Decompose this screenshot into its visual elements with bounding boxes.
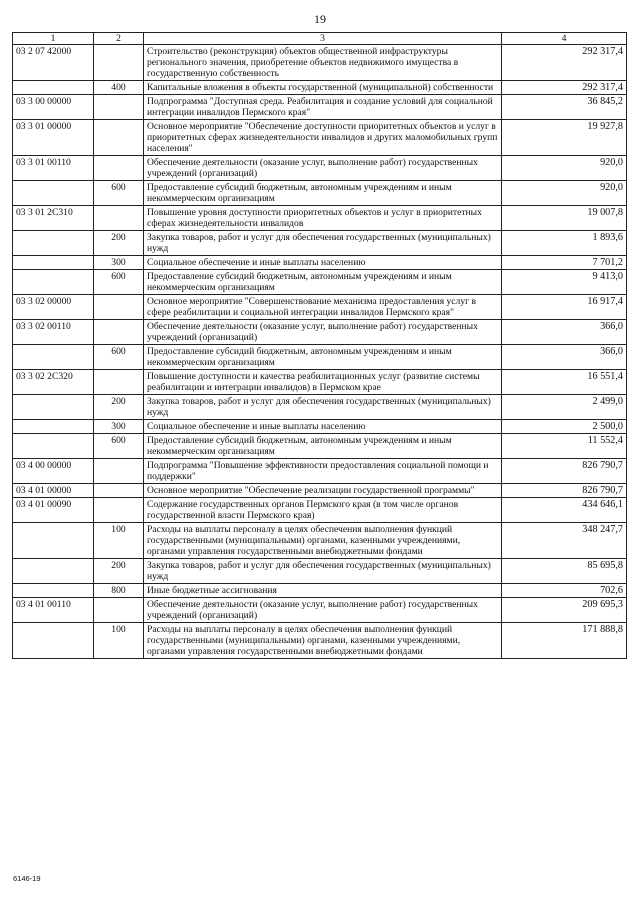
expense-type-code: 200 (94, 395, 144, 420)
expense-name: Закупка товаров, работ и услуг для обеспечения государственных (муниципальных) нужд (144, 395, 502, 420)
column-header-2: 2 (94, 33, 144, 45)
expense-name: Строительство (реконструкция) объектов общественной инфраструктуры регионального значения, приобретение объектов недвижимого имущества в государственную собственность (144, 45, 502, 81)
target-article-code (13, 270, 94, 295)
amount-value: 702,6 (502, 584, 627, 598)
expense-name: Предоставление субсидий бюджетным, автономным учреждениям и иным некоммерческим организациям (144, 434, 502, 459)
target-article-code (13, 434, 94, 459)
expense-name: Расходы на выплаты персоналу в целях обеспечения выполнения функций государственными (муниципальными) органами, казенными учреждениями, органами управления государственными внебюджетными фондами (144, 623, 502, 659)
expense-name: Содержание государственных органов Пермского края (в том числе органов государственной власти Пермского края) (144, 498, 502, 523)
expense-type-code: 600 (94, 270, 144, 295)
amount-value: 36 845,2 (502, 95, 627, 120)
amount-value: 2 500,0 (502, 420, 627, 434)
amount-value: 920,0 (502, 156, 627, 181)
expense-type-code: 300 (94, 420, 144, 434)
column-header-4: 4 (502, 33, 627, 45)
target-article-code (13, 231, 94, 256)
expense-name: Предоставление субсидий бюджетным, автономным учреждениям и иным некоммерческим организациям (144, 345, 502, 370)
target-article-code (13, 584, 94, 598)
amount-value: 292 317,4 (502, 45, 627, 81)
target-article-code: 03 3 01 00000 (13, 120, 94, 156)
expense-name: Подпрограмма "Доступная среда. Реабилитация и создание условий для социальной интеграции инвалидов Пермского края" (144, 95, 502, 120)
amount-value: 920,0 (502, 181, 627, 206)
amount-value: 826 790,7 (502, 484, 627, 498)
expense-type-code (94, 370, 144, 395)
column-header-1: 1 (13, 33, 94, 45)
amount-value: 85 695,8 (502, 559, 627, 584)
expense-name: Обеспечение деятельности (оказание услуг, выполнение работ) государственных учреждений (организаций) (144, 156, 502, 181)
expense-name: Повышение доступности и качества реабилитационных услуг (развитие системы реабилитации и интеграции инвалидов) в Пермском крае (144, 370, 502, 395)
table-header-row (13, 33, 627, 45)
expense-name: Закупка товаров, работ и услуг для обеспечения государственных (муниципальных) нужд (144, 231, 502, 256)
expense-type-code (94, 45, 144, 81)
table-row (13, 270, 627, 295)
amount-value: 9 413,0 (502, 270, 627, 295)
expense-type-code (94, 120, 144, 156)
expense-type-code (94, 206, 144, 231)
expense-type-code: 800 (94, 584, 144, 598)
amount-value: 826 790,7 (502, 459, 627, 484)
expense-type-code (94, 320, 144, 345)
expense-type-code: 200 (94, 559, 144, 584)
amount-value: 19 007,8 (502, 206, 627, 231)
target-article-code: 03 3 01 2С310 (13, 206, 94, 231)
table-row (13, 395, 627, 420)
target-article-code: 03 4 00 00000 (13, 459, 94, 484)
table-row (13, 559, 627, 584)
table-row (13, 206, 627, 231)
amount-value: 434 646,1 (502, 498, 627, 523)
expense-name: Закупка товаров, работ и услуг для обеспечения государственных (муниципальных) нужд (144, 559, 502, 584)
amount-value: 2 499,0 (502, 395, 627, 420)
expense-type-code (94, 95, 144, 120)
expense-type-code: 600 (94, 434, 144, 459)
amount-value: 171 888,8 (502, 623, 627, 659)
expense-type-code (94, 156, 144, 181)
target-article-code (13, 256, 94, 270)
table-row (13, 256, 627, 270)
target-article-code (13, 420, 94, 434)
target-article-code: 03 4 01 00000 (13, 484, 94, 498)
amount-value: 366,0 (502, 320, 627, 345)
target-article-code (13, 181, 94, 206)
target-article-code (13, 345, 94, 370)
table-row (13, 434, 627, 459)
amount-value: 366,0 (502, 345, 627, 370)
table-row (13, 120, 627, 156)
expense-type-code (94, 484, 144, 498)
expense-type-code (94, 295, 144, 320)
target-article-code (13, 623, 94, 659)
expense-name: Основное мероприятие "Обеспечение реализации государственной программы" (144, 484, 502, 498)
expense-type-code: 200 (94, 231, 144, 256)
expense-name: Предоставление субсидий бюджетным, автономным учреждениям и иным некоммерческим организациям (144, 181, 502, 206)
expense-type-code: 400 (94, 81, 144, 95)
table-row (13, 584, 627, 598)
expense-name: Расходы на выплаты персоналу в целях обеспечения выполнения функций государственными (муниципальными) органами, казенными учреждениями, органами управления государственными внебюджетными фондами (144, 523, 502, 559)
expense-name: Иные бюджетные ассигнования (144, 584, 502, 598)
expense-type-code (94, 459, 144, 484)
expense-type-code: 600 (94, 181, 144, 206)
table-row (13, 459, 627, 484)
amount-value: 7 701,2 (502, 256, 627, 270)
expense-name: Основное мероприятие "Совершенствование механизма предоставления услуг в сфере реабилитации и социальной интеграции инвалидов Пермского края" (144, 295, 502, 320)
table-row (13, 598, 627, 623)
target-article-code (13, 395, 94, 420)
target-article-code: 03 2 07 42000 (13, 45, 94, 81)
table-row (13, 498, 627, 523)
target-article-code: 03 4 01 00110 (13, 598, 94, 623)
amount-value: 16 917,4 (502, 295, 627, 320)
expense-name: Основное мероприятие "Обеспечение доступности приоритетных объектов и услуг в приоритетных сферах жизнедеятельности инвалидов и других маломобильных групп населения" (144, 120, 502, 156)
expense-type-code: 300 (94, 256, 144, 270)
budget-table (12, 32, 627, 659)
target-article-code: 03 3 01 00110 (13, 156, 94, 181)
expense-type-code (94, 498, 144, 523)
target-article-code (13, 81, 94, 95)
expense-type-code: 100 (94, 523, 144, 559)
expense-name: Капитальные вложения в объекты государственной (муниципальной) собственности (144, 81, 502, 95)
target-article-code: 03 3 00 00000 (13, 95, 94, 120)
table-row (13, 45, 627, 81)
document-id: 6146-19 (13, 874, 41, 883)
amount-value: 292 317,4 (502, 81, 627, 95)
expense-name: Подпрограмма "Повышение эффективности предоставления социальной помощи и поддержки" (144, 459, 502, 484)
expense-name: Предоставление субсидий бюджетным, автономным учреждениям и иным некоммерческим организациям (144, 270, 502, 295)
table-row (13, 156, 627, 181)
target-article-code: 03 3 02 00110 (13, 320, 94, 345)
table-row (13, 95, 627, 120)
amount-value: 19 927,8 (502, 120, 627, 156)
expense-name: Повышение уровня доступности приоритетных объектов и услуг в приоритетных сферах жизнедеятельности инвалидов (144, 206, 502, 231)
table-row (13, 420, 627, 434)
target-article-code: 03 4 01 00090 (13, 498, 94, 523)
target-article-code (13, 559, 94, 584)
table-row (13, 181, 627, 206)
table-row (13, 523, 627, 559)
target-article-code: 03 3 02 00000 (13, 295, 94, 320)
expense-name: Обеспечение деятельности (оказание услуг, выполнение работ) государственных учреждений (организаций) (144, 598, 502, 623)
expense-type-code (94, 598, 144, 623)
amount-value: 11 552,4 (502, 434, 627, 459)
amount-value: 1 893,6 (502, 231, 627, 256)
amount-value: 209 695,3 (502, 598, 627, 623)
column-header-3: 3 (144, 33, 502, 45)
page-number: 19 (314, 12, 326, 26)
table-row (13, 81, 627, 95)
table-row (13, 231, 627, 256)
table-row (13, 370, 627, 395)
expense-type-code: 600 (94, 345, 144, 370)
target-article-code (13, 523, 94, 559)
table-row (13, 484, 627, 498)
expense-type-code: 100 (94, 623, 144, 659)
table-row (13, 320, 627, 345)
table-row (13, 295, 627, 320)
target-article-code: 03 3 02 2С320 (13, 370, 94, 395)
table-row (13, 345, 627, 370)
table-row (13, 623, 627, 659)
expense-name: Социальное обеспечение и иные выплаты населению (144, 420, 502, 434)
expense-name: Социальное обеспечение и иные выплаты населению (144, 256, 502, 270)
amount-value: 348 247,7 (502, 523, 627, 559)
amount-value: 16 551,4 (502, 370, 627, 395)
expense-name: Обеспечение деятельности (оказание услуг, выполнение работ) государственных учреждений (организаций) (144, 320, 502, 345)
